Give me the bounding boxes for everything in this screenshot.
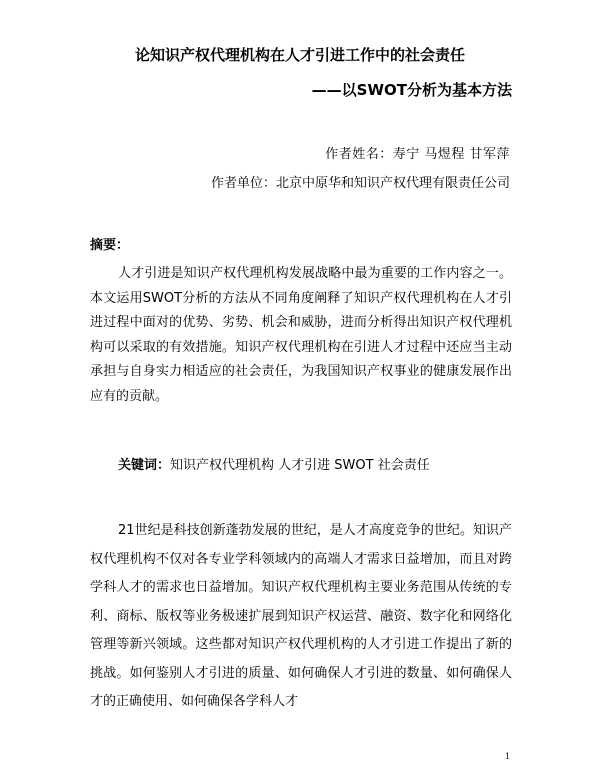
abstract-label: 摘要： [90, 238, 130, 253]
abstract-text: 人才引进是知识产权代理机构发展战略中最为重要的工作内容之一。本文运用SWOT分析的方法从不同角度阐释了知识产权代理机构在人才引进过程中面对的优势、劣势、机会和威胁，进而分析得出知识产权代理机构可以采取的有效措施。知识产权代理机构在引进人才过程中还应当主动承担与自身实力相适应的社会责任，为我国知识产权事业的健康发展作出应有的贡献。 [90, 266, 512, 404]
body-paragraph: 21世纪是科技创新蓬勃发展的世纪，是人才高度竞争的世纪。知识产权代理机构不仅对各专业学科领域内的高端人才需求日益增加，而且对跨学科人才的需求也日益增加。知识产权代理机构主要业务范围从传统的专利、商标、版权等业务极速扩展到知识产权运营、融资、数字化和网络化管理等新兴领域。这些都对知识产权代理机构的人才引进工作提出了新的挑战。如何鉴别人才引进的质量、如何确保人才引进的数量、如何确保人才的正确使用、如何确保各学科人才 [90, 523, 512, 709]
author-names: 作者姓名：寿宁 马煜程 甘军萍 [325, 147, 510, 162]
author-affiliation: 作者单位：北京中原华和知识产权代理有限责任公司 [210, 176, 510, 191]
keywords-label: 关键词： [118, 458, 171, 473]
page-number: 1 [505, 752, 511, 761]
keywords-text: 知识产权代理机构 人才引进 SWOT 社会责任 [170, 458, 430, 473]
keywords-line [118, 456, 430, 476]
paper-title: 论知识产权代理机构在人才引进工作中的社会责任 [134, 46, 465, 64]
paper-subtitle: ——以SWOT分析为基本方法 [311, 81, 512, 99]
